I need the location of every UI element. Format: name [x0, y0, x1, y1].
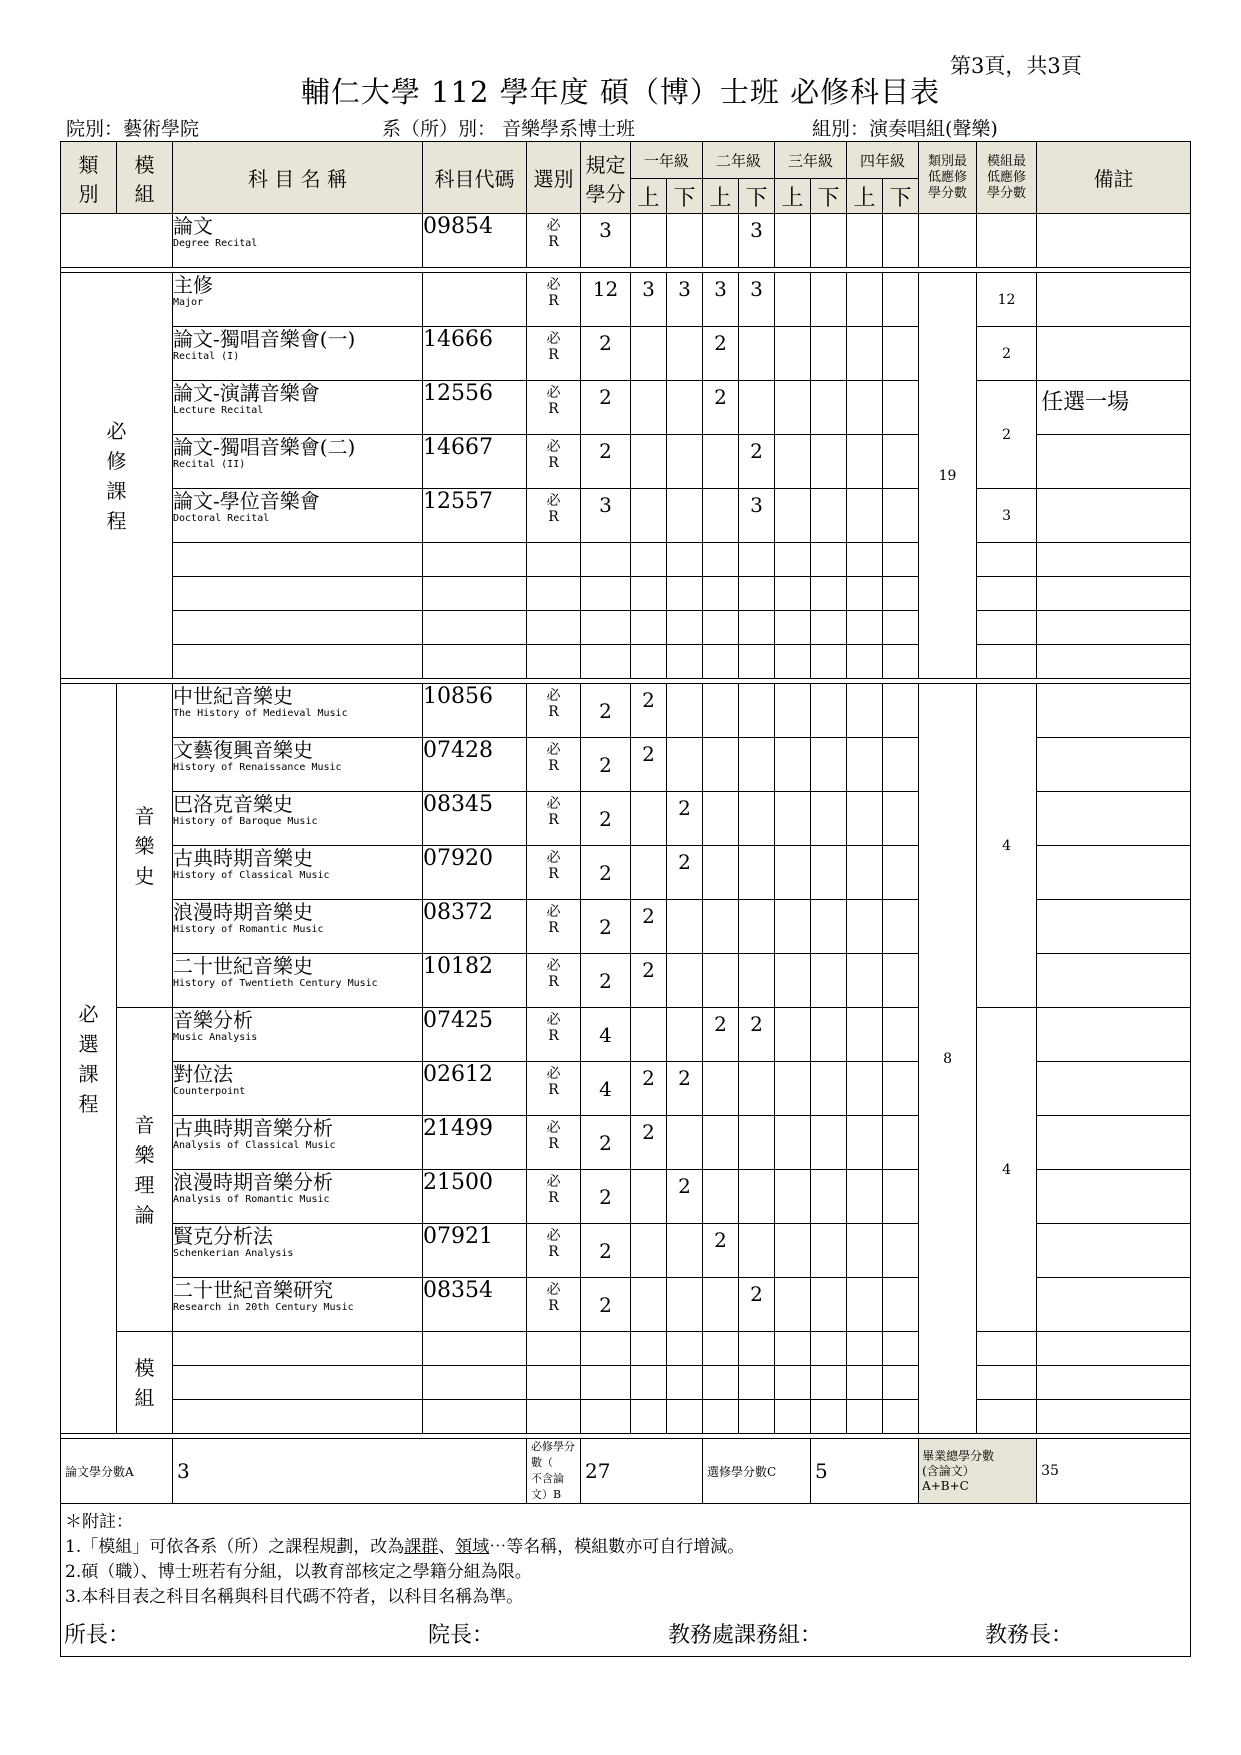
grade-credit: 2 [667, 1170, 703, 1224]
thesis-credits-label: 論文學分數A [61, 1439, 173, 1504]
required-category-label: 必 修 課 程 [61, 273, 173, 679]
course-code: 14667 [423, 435, 527, 489]
header-row [61, 142, 1191, 179]
theory-module-min: 4 [977, 1008, 1037, 1332]
elective-type: 必 R [527, 435, 581, 489]
grade-credit: 2 [667, 792, 703, 846]
course-credits: 2 [581, 1278, 631, 1332]
grade-credit: 2 [703, 327, 739, 381]
course-code: 12557 [423, 489, 527, 543]
table-row [61, 214, 1191, 268]
course-name: 古典時期音樂史 History of Classical Music [173, 846, 423, 900]
module-min: 12 [977, 273, 1037, 327]
course-code: 21500 [423, 1170, 527, 1224]
semester-upper: 上 [775, 179, 811, 214]
grade-1-header: 一年級 [631, 142, 703, 179]
college-label: 院別：藝術學院 [66, 118, 200, 140]
course-name: 音樂分析 Music Analysis [173, 1008, 423, 1062]
semester-lower: 下 [811, 179, 847, 214]
elective-type: 必 R [527, 327, 581, 381]
note-3: 3.本科目表之科目名稱與科目代碼不符者，以科目名稱為準。 [65, 1587, 524, 1607]
course-credits: 2 [581, 381, 631, 435]
grade-credit: 2 [631, 954, 667, 1008]
elective-header: 選別 [527, 142, 581, 214]
course-name: 論文-獨唱音樂會(二) Recital (II) [173, 435, 423, 489]
module-header: 模 組 [117, 142, 173, 214]
course-credits: 3 [581, 489, 631, 543]
grade-3-header: 三年級 [775, 142, 847, 179]
credits-header: 規定 學分 [581, 142, 631, 214]
elective-type: 必 R [527, 489, 581, 543]
empty-row [61, 1366, 1191, 1400]
empty-row [61, 645, 1191, 679]
grade-credit: 2 [739, 435, 775, 489]
elective-type: 必 R [527, 1008, 581, 1062]
elective-type: 必 R [527, 214, 581, 268]
course-credits: 2 [581, 327, 631, 381]
course-name: 古典時期音樂分析 Analysis of Classical Music [173, 1116, 423, 1170]
course-name: 巴洛克音樂史 History of Baroque Music [173, 792, 423, 846]
elective-type: 必 R [527, 381, 581, 435]
semester-upper: 上 [847, 179, 883, 214]
history-module-label: 音 樂 史 [117, 684, 173, 1008]
course-credits: 4 [581, 1062, 631, 1116]
signature-curriculum-office: 教務處課務組： [668, 1623, 823, 1648]
page-number: 第3頁，共3頁 [950, 54, 1082, 78]
group-label: 組別：演奏唱組(聲樂) [812, 118, 998, 140]
course-code [423, 273, 527, 327]
totals-row [61, 1439, 1191, 1504]
course-code: 09854 [423, 214, 527, 268]
table-row [61, 381, 1191, 435]
semester-lower: 下 [883, 179, 919, 214]
signature-dean: 院長： [428, 1623, 495, 1648]
course-credits: 2 [581, 435, 631, 489]
empty-row [61, 611, 1191, 645]
course-credits: 2 [581, 1170, 631, 1224]
grade-credit: 2 [703, 1008, 739, 1062]
note-1: 1.「模組」可依各系（所）之課程規劃，改為課群、領域⋯等名稱，模組數亦可自行增減。 [65, 1537, 745, 1557]
course-credits: 2 [581, 846, 631, 900]
course-code: 07921 [423, 1224, 527, 1278]
course-name: 論文 Degree Recital [173, 214, 423, 268]
course-credits: 2 [581, 900, 631, 954]
remarks-header: 備註 [1037, 142, 1191, 214]
semester-lower: 下 [667, 179, 703, 214]
elective-type: 必 R [527, 738, 581, 792]
course-table [60, 141, 1191, 1657]
elective-type: 必 R [527, 792, 581, 846]
grade-credit: 3 [703, 273, 739, 327]
department-label: 系（所）別： 音樂學系博士班 [382, 118, 636, 140]
elective-type: 必 R [527, 1116, 581, 1170]
module-min: 3 [977, 489, 1037, 543]
required-credits-value: 27 [581, 1439, 703, 1504]
course-code: 07920 [423, 846, 527, 900]
course-credits: 2 [581, 1116, 631, 1170]
grade-credit: 2 [739, 1278, 775, 1332]
empty-row [61, 577, 1191, 611]
note-2: 2.碩（職）、博士班若有分組，以教育部核定之學籍分組為限。 [65, 1562, 532, 1582]
course-name: 文藝復興音樂史 History of Renaissance Music [173, 738, 423, 792]
grade-credit: 3 [739, 489, 775, 543]
course-code: 08345 [423, 792, 527, 846]
course-code: 08372 [423, 900, 527, 954]
category-min-header: 類別最 低應修 學分數 [919, 142, 977, 214]
table-row [61, 273, 1191, 327]
remark-choose-one: 任選一場 [1037, 381, 1191, 435]
course-name: 浪漫時期音樂分析 Analysis of Romantic Music [173, 1170, 423, 1224]
module-min: 2 [977, 327, 1037, 381]
course-name: 二十世紀音樂研究 Research in 20th Century Music [173, 1278, 423, 1332]
table-row [61, 684, 1191, 738]
elective-type: 必 R [527, 900, 581, 954]
page-title: 輔仁大學 112 學年度 碩（博）士班 必修科目表 [300, 75, 941, 109]
course-name: 二十世紀音樂史 History of Twentieth Century Music [173, 954, 423, 1008]
course-code-header: 科目代碼 [423, 142, 527, 214]
grade-credit: 2 [631, 738, 667, 792]
course-credits: 3 [581, 214, 631, 268]
table-row [61, 489, 1191, 543]
graduation-credits-label: 畢業總學分數 (含論文） A+B+C [919, 1439, 1037, 1504]
elective-category-label: 必 選 課 程 [61, 684, 117, 1434]
course-code: 07428 [423, 738, 527, 792]
grade-credit: 3 [739, 273, 775, 327]
grade-credit: 2 [667, 846, 703, 900]
grade-credit: 2 [631, 684, 667, 738]
course-name: 浪漫時期音樂史 History of Romantic Music [173, 900, 423, 954]
theory-module-label: 音 樂 理 論 [117, 1008, 173, 1332]
course-credits: 2 [581, 684, 631, 738]
elective-type: 必 R [527, 1170, 581, 1224]
history-module-min: 4 [977, 684, 1037, 1008]
course-name: 論文-學位音樂會 Doctoral Recital [173, 489, 423, 543]
elective-type: 必 R [527, 954, 581, 1008]
grade-credit: 2 [631, 1062, 667, 1116]
module-min-header: 模組最 低應修 學分數 [977, 142, 1037, 214]
semester-lower: 下 [739, 179, 775, 214]
grade-credit: 2 [631, 1116, 667, 1170]
module-min: 2 [977, 381, 1037, 489]
elective-credits-value: 5 [811, 1439, 919, 1504]
elective-type: 必 R [527, 1062, 581, 1116]
grade-credit: 3 [739, 214, 775, 268]
course-name: 賢克分析法 Schenkerian Analysis [173, 1224, 423, 1278]
semester-upper: 上 [631, 179, 667, 214]
grade-credit: 2 [667, 1062, 703, 1116]
table-row [61, 1008, 1191, 1062]
required-category-min: 19 [919, 273, 977, 679]
elective-type: 必 R [527, 273, 581, 327]
grade-credit: 3 [667, 273, 703, 327]
elective-type: 必 R [527, 1278, 581, 1332]
elective-credits-label: 選修學分數C [703, 1439, 811, 1504]
empty-row [61, 1332, 1191, 1366]
thesis-credits-value: 3 [173, 1439, 527, 1504]
table-row [61, 327, 1191, 381]
empty-row [61, 1400, 1191, 1434]
notes-heading: ＊附註： [65, 1512, 133, 1532]
signature-provost: 教務長： [985, 1623, 1074, 1648]
elective-type: 必 R [527, 684, 581, 738]
course-credits: 2 [581, 738, 631, 792]
grade-credit: 2 [739, 1008, 775, 1062]
signature-director: 所長： [64, 1623, 131, 1648]
course-name: 對位法 Counterpoint [173, 1062, 423, 1116]
course-code: 08354 [423, 1278, 527, 1332]
empty-row [61, 543, 1191, 577]
course-credits: 2 [581, 1224, 631, 1278]
course-credits: 12 [581, 273, 631, 327]
generic-module-label: 模 組 [117, 1332, 173, 1434]
grade-4-header: 四年級 [847, 142, 919, 179]
elective-type: 必 R [527, 846, 581, 900]
graduation-credits-value: 35 [1037, 1439, 1191, 1504]
course-name: 論文-演講音樂會 Lecture Recital [173, 381, 423, 435]
course-name-header: 科 目 名 稱 [173, 142, 423, 214]
grade-2-header: 二年級 [703, 142, 775, 179]
required-credits-label: 必修學分數（ 不含論文）B [527, 1439, 581, 1504]
elective-category-min: 8 [919, 684, 977, 1434]
course-code: 21499 [423, 1116, 527, 1170]
course-code: 14666 [423, 327, 527, 381]
course-code: 12556 [423, 381, 527, 435]
grade-credit: 3 [631, 273, 667, 327]
grade-credit: 2 [703, 381, 739, 435]
course-code: 10182 [423, 954, 527, 1008]
category-header: 類 別 [61, 142, 117, 214]
course-code: 07425 [423, 1008, 527, 1062]
course-code: 02612 [423, 1062, 527, 1116]
course-credits: 2 [581, 792, 631, 846]
course-name: 主修 Major [173, 273, 423, 327]
grade-credit: 2 [631, 900, 667, 954]
course-credits: 4 [581, 1008, 631, 1062]
grade-credit: 2 [703, 1224, 739, 1278]
course-name: 中世紀音樂史 The History of Medieval Music [173, 684, 423, 738]
course-credits: 2 [581, 954, 631, 1008]
course-name: 論文-獨唱音樂會(一) Recital (I) [173, 327, 423, 381]
elective-type: 必 R [527, 1224, 581, 1278]
semester-upper: 上 [703, 179, 739, 214]
course-code: 10856 [423, 684, 527, 738]
